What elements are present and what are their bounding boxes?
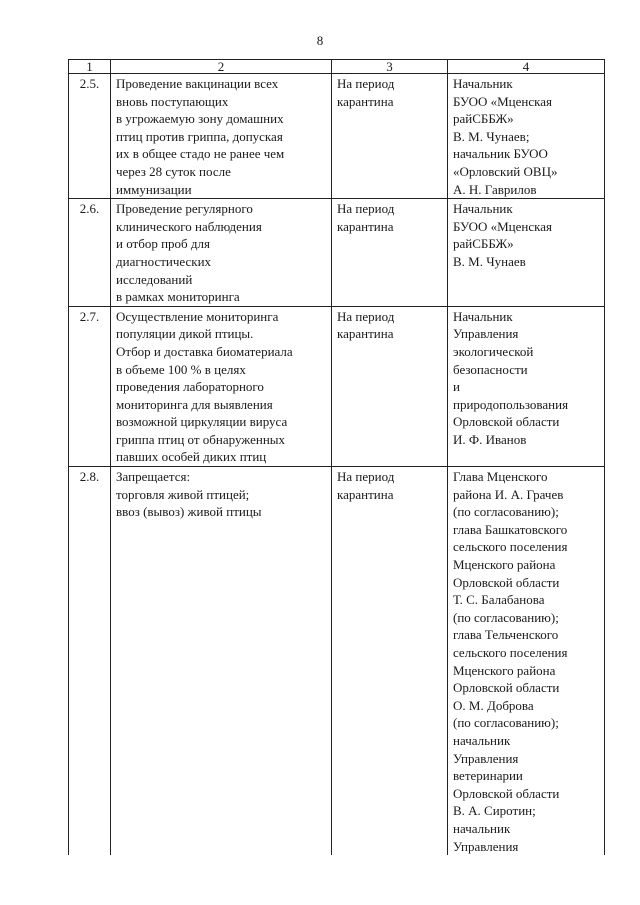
column-header: 4 [448,60,605,74]
responsible-line: В. М. Чунаев; [453,128,530,144]
measure-line: Осуществление мониторинга [116,308,279,324]
measure-line: мониторинга для выявления [116,396,273,412]
column-header: 1 [69,60,111,74]
measure-line: гриппа птиц от обнаруженных [116,431,286,447]
responsible-line: Управления [453,838,519,854]
responsible-line: БУОО «Мценская [453,93,552,109]
measure-line: в рамках мониторинга [116,289,240,305]
period-cell [332,306,448,466]
responsible-line: и [453,379,460,395]
measure-line: и отбор проб для [116,236,210,252]
responsible-line: сельского поселения [453,539,568,555]
measures-table [68,59,605,855]
responsible-line: Глава Мценского [453,469,548,485]
period-line: На период [337,201,395,217]
measure-cell [111,306,332,466]
column-header: 2 [111,60,332,74]
measure-cell [111,199,332,307]
responsible-line: начальник [453,732,511,748]
responsible-line: В. А. Сиротин; [453,803,536,819]
measure-line: их в общее стадо не ранее чем [116,146,285,162]
responsible-line: (по согласованию); [453,715,559,731]
responsible-cell [448,199,605,307]
period-line: карантина [337,486,394,502]
measure-line: через 28 суток после [116,163,231,179]
responsible-line: начальник БУОО [453,146,548,162]
responsible-line: Орловской области [453,574,560,590]
measure-line: ввоз (вывоз) живой птицы [116,504,262,520]
responsible-line: глава Тельченского [453,627,559,643]
measure-line: популяции дикой птицы. [116,326,254,342]
responsible-line: Орловской области [453,785,560,801]
responsible-line: Т. С. Балабанова [453,592,545,608]
measure-line: Проведение вакцинации всех [116,76,279,91]
responsible-line: А. Н. Гаврилов [453,181,537,197]
responsible-line: (по согласованию); [453,504,559,520]
table-row [69,306,605,466]
responsible-line: Начальник [453,76,513,91]
period-line: На период [337,469,395,485]
item-number-cell: 2.7. [69,306,111,466]
measure-cell [111,467,332,856]
responsible-line: Начальник [453,201,513,217]
responsible-line: райСББЖ» [453,111,514,127]
responsible-line: Начальник [453,308,513,324]
period-line: На период [337,76,395,91]
measure-line: птиц против гриппа, допуская [116,128,283,144]
responsible-line: Орловской области [453,414,560,430]
period-cell [332,467,448,856]
responsible-cell [448,467,605,856]
page-number: 8 [316,33,324,48]
measure-line: клинического наблюдения [116,218,262,234]
item-number-cell: 2.8. [69,467,111,856]
responsible-line: природопользования [453,396,569,412]
measure-line: Запрещается: [116,469,191,485]
responsible-line: Управления [453,326,519,342]
column-header: 3 [332,60,448,74]
responsible-line: начальник [453,820,511,836]
period-cell [332,199,448,307]
measure-line: проведения лабораторного [116,379,264,395]
responsible-line: О. М. Доброва [453,697,534,713]
responsible-line: «Орловский ОВЦ» [453,163,558,179]
responsible-line: глава Башкатовского [453,521,568,537]
period-line: На период [337,308,395,324]
table-row [69,199,605,307]
measure-line: в объеме 100 % в целях [116,361,246,377]
responsible-line: экологической [453,343,534,359]
responsible-line: ветеринарии [453,768,523,784]
table-row [69,467,605,856]
measure-line: Отбор и доставка биоматериала [116,343,293,359]
measure-line: Проведение регулярного [116,201,253,217]
responsible-line: В. М. Чунаев [453,253,526,269]
table-row [69,74,605,199]
responsible-line: И. Ф. Иванов [453,431,527,447]
responsible-line: райСББЖ» [453,236,514,252]
responsible-line: района И. А. Грачев [453,486,564,502]
responsible-line: Орловской области [453,680,560,696]
measure-line: исследований [116,271,193,287]
period-cell [332,74,448,199]
period-line: карантина [337,218,394,234]
item-number-cell: 2.6. [69,199,111,307]
measure-line: в угрожаемую зону домашних [116,111,284,127]
measure-cell [111,74,332,199]
responsible-line: БУОО «Мценская [453,218,552,234]
item-number-cell: 2.5. [69,74,111,199]
responsible-line: Мценского района [453,557,556,573]
responsible-line: Мценского района [453,662,556,678]
period-line: карантина [337,93,394,109]
measure-line: диагностических [116,253,212,269]
responsible-cell [448,74,605,199]
measure-line: возможной циркуляции вируса [116,414,288,430]
responsible-cell [448,306,605,466]
measure-line: вновь поступающих [116,93,229,109]
responsible-line: (по согласованию); [453,609,559,625]
period-line: карантина [337,326,394,342]
measure-line: павших особей диких птиц [116,449,267,465]
measure-line: иммунизации [116,181,192,197]
responsible-line: Управления [453,750,519,766]
responsible-line: сельского поселения [453,645,568,660]
responsible-line: безопасности [453,361,528,377]
measure-line: торговля живой птицей; [116,486,250,502]
table-header-row [69,60,605,74]
